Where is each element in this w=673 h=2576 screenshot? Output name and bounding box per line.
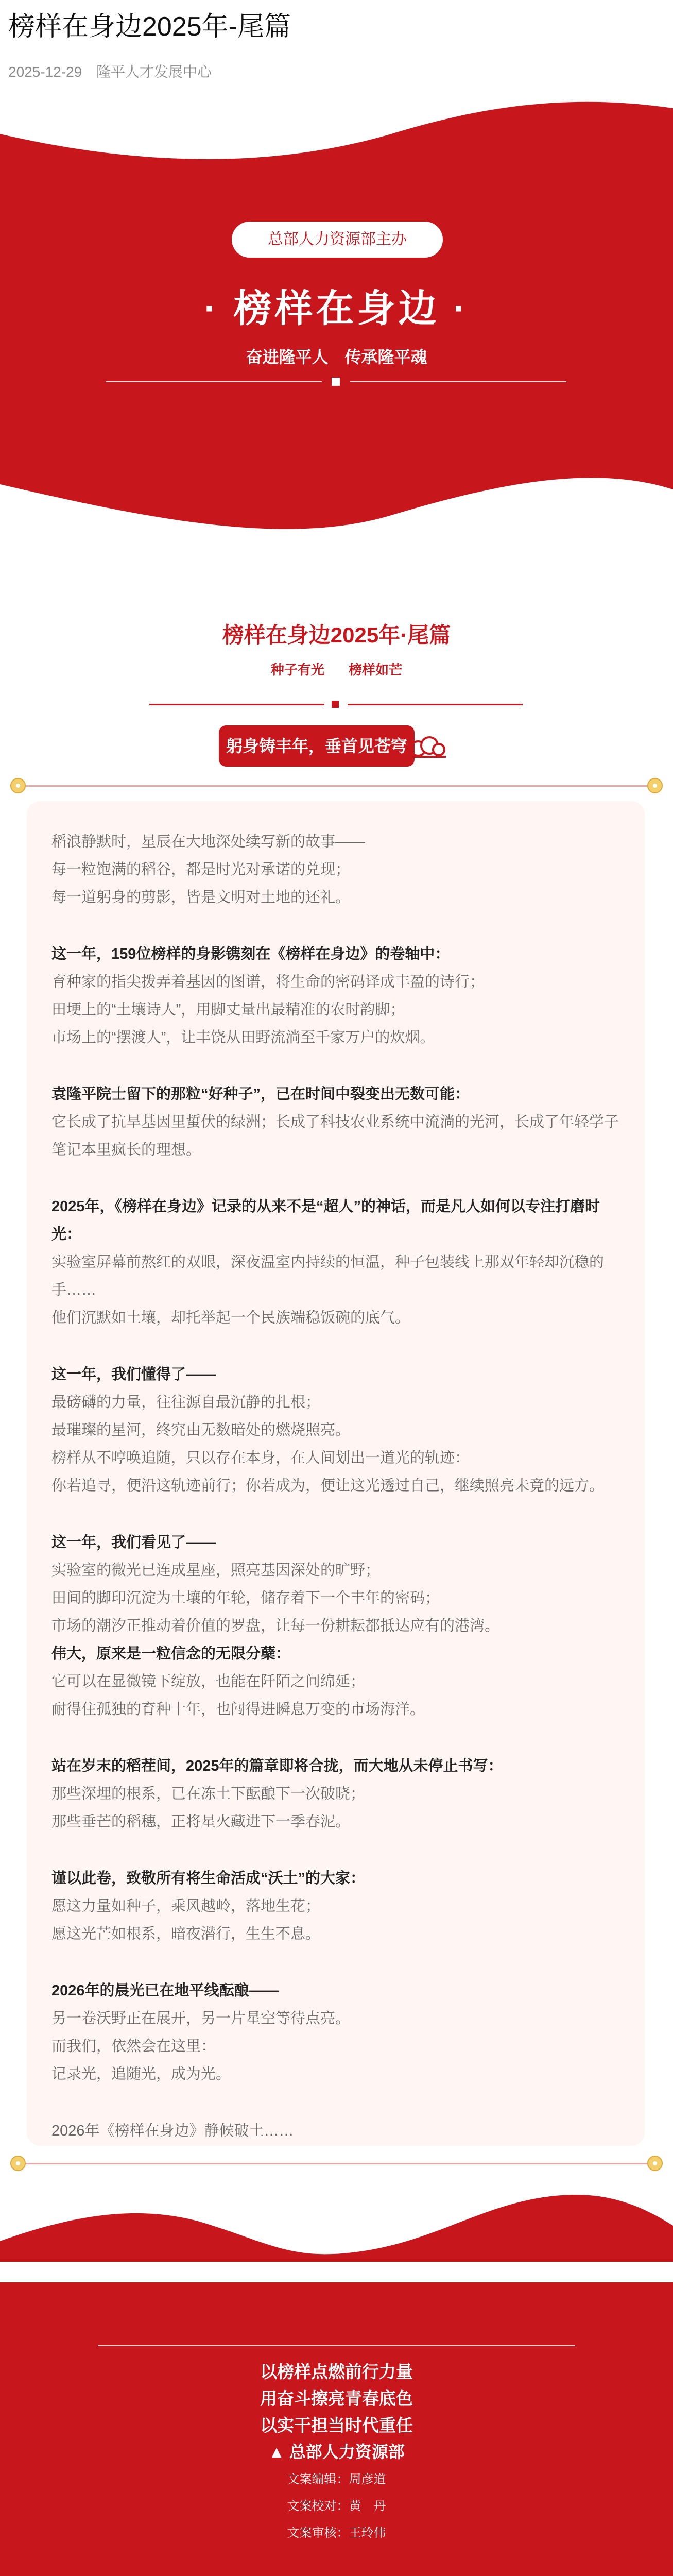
section-ribbon: 躬身铸丰年，垂首见苍穹	[219, 725, 415, 767]
footer-divider	[98, 2345, 575, 2346]
paragraph	[51, 1865, 620, 1948]
article-date: 2025-12-29	[8, 64, 82, 80]
paragraph	[51, 1977, 620, 2088]
paragraph-line: 最磅礴的力量，往往源自最沉静的扎根；	[51, 1394, 321, 1411]
section-tags: 种子有光 榜样如芒	[270, 662, 403, 677]
paragraph	[51, 1080, 620, 1164]
paragraph-line: 伟大，原来是一粒信念的无限分蘖：	[51, 1646, 291, 1662]
section-title: 榜样在身边2025年·尾篇	[222, 623, 451, 647]
banner-title: · 榜样在身边 ·	[204, 287, 469, 330]
frame-bottom-line	[21, 2163, 652, 2164]
paragraph-line: 田间的脚印沉淀为土壤的年轮，储存着下一个丰年的密码；	[51, 1590, 440, 1606]
cloud-ornament-icon	[407, 734, 448, 760]
section-divider-dot	[332, 701, 339, 708]
paragraph-line: 这一年，我们懂得了——	[51, 1366, 216, 1383]
paragraph-line: 田埂上的“土壤诗人”，用脚丈量出最精准的农时韵脚；	[51, 1002, 405, 1018]
article-header	[8, 5, 662, 81]
paragraph-line: 市场的潮汐正推动着价值的罗盘，让每一份耕耘都抵达应有的港湾。	[51, 1618, 500, 1634]
frame-corner-bottom-right	[647, 2156, 663, 2171]
banner-divider-left	[106, 381, 322, 382]
paragraph-line: 2026年《榜样在身边》静候破土……	[51, 2123, 294, 2139]
paragraph-line: 育种家的指尖拨弄着基因的图谱，将生命的密码译成丰盈的诗行；	[51, 974, 485, 990]
paragraph-line: 记录光，追随光，成为光。	[51, 2066, 231, 2082]
paragraph-line: 他们沉默如土壤，却托举起一个民族端稳饭碗的底气。	[51, 1310, 410, 1326]
paragraph-line: 这一年，我们看见了——	[51, 1534, 216, 1551]
footer	[0, 2179, 673, 2576]
frame-top-line	[21, 785, 652, 787]
paragraph	[51, 1193, 620, 1332]
credit-role: 文案审核：	[287, 2526, 349, 2540]
paragraph	[51, 2117, 620, 2145]
paragraph	[51, 1752, 620, 1836]
footer-line-1: 以榜样点燃前行力量	[260, 2362, 413, 2381]
frame-corner-top-right	[647, 778, 663, 793]
paragraph	[51, 940, 620, 1052]
paragraph-line: 耐得住孤独的育种十年，也闯得进瞬息万变的市场海洋。	[51, 1701, 425, 1718]
paragraph-line: 2025年，《榜样在身边》记录的从来不是“超人”的神话，而是凡人如何以专注打磨时光：	[51, 1198, 600, 1243]
paragraph-line: 实验室的微光已连成星座，照亮基因深处的旷野；	[51, 1562, 381, 1579]
paragraph-line: 你若追寻，便沿这轨迹前行；你若成为，便让这光透过自己，继续照亮未竟的远方。	[51, 1478, 605, 1494]
paragraph-line: 稻浪静默时，星辰在大地深处续写新的故事——	[51, 834, 366, 850]
paragraph-line: 每一道躬身的剪影，皆是文明对土地的还礼。	[51, 889, 351, 906]
credit-role: 文案编辑：	[287, 2472, 349, 2486]
credit-editor	[0, 2469, 673, 2487]
host-pill: 总部人力资源部主办	[232, 222, 443, 258]
paragraph-line: 市场上的“摆渡人”，让丰饶从田野流淌至千家万户的炊烟。	[51, 1029, 435, 1046]
paragraph	[51, 828, 620, 911]
credit-proofreader	[0, 2496, 673, 2514]
paragraph-line: 站在岁末的稻茬间，2025年的篇章即将合拢，而大地从未停止书写：	[51, 1758, 503, 1774]
paragraph-line: 这一年，159位榜样的身影镌刻在《榜样在身边》的卷轴中：	[51, 946, 450, 962]
credit-name: 王玲伟	[349, 2526, 386, 2540]
paragraph-line: 最璀璨的星河，终究由无数暗处的燃烧照亮。	[51, 1422, 351, 1438]
footer-line-2: 用奋斗擦亮青春底色	[260, 2389, 413, 2408]
paragraph	[51, 1529, 620, 1723]
credit-role: 文案校对：	[287, 2499, 349, 2513]
article-title: 榜样在身边2025年-尾篇	[8, 12, 291, 42]
paragraph-line: 那些垂芒的稻穗，正将星火藏进下一季春泥。	[51, 1814, 351, 1830]
section-divider-right	[348, 704, 523, 705]
credit-name: 黄 丹	[349, 2499, 386, 2513]
paragraph-line: 另一卷沃野正在展开，另一片星空等待点亮。	[51, 2010, 351, 2027]
content-box	[27, 801, 645, 2146]
credit-reviewer	[0, 2522, 673, 2540]
frame-corner-top-left	[10, 778, 26, 793]
banner-divider-right	[350, 381, 566, 382]
paragraph-line: 每一粒饱满的稻谷，都是时光对承诺的兑现；	[51, 861, 351, 878]
paragraph-line: 愿这光芒如根系，暗夜潜行，生生不息。	[51, 1926, 321, 1942]
paragraph-line: 它可以在显微镜下绽放，也能在阡陌之间绵延；	[51, 1673, 366, 1690]
frame-corner-bottom-left	[10, 2156, 26, 2171]
paragraph	[51, 1361, 620, 1500]
paragraph-line: 而我们，依然会在这里：	[51, 2038, 216, 2055]
paragraph-line: 它长成了抗旱基因里蜇伏的绿洲；长成了科技农业系统中流淌的光河，长成了年轻学子笔记本里疯长的理想。	[51, 1114, 619, 1158]
footer-line-3: 以实干担当时代重任	[260, 2416, 413, 2435]
credit-name: 周彦道	[349, 2472, 386, 2486]
article-meta	[8, 61, 662, 81]
paragraph-line: 2026年的晨光已在地平线酝酿——	[51, 1982, 279, 1999]
paragraph-line: 愿这力量如种子，乘风越岭，落地生花；	[51, 1898, 321, 1914]
article-source[interactable]: 隆平人才发展中心	[96, 64, 212, 80]
paragraph-line: 实验室屏幕前熬红的双眼，深夜温室内持续的恒温，种子包装线上那双年轻却沉稳的手……	[51, 1254, 605, 1298]
banner-divider-dot	[332, 378, 340, 386]
section-divider-left	[149, 704, 324, 705]
paragraph-line: 谨以此卷，致敬所有将生命活成“沃土”的大家：	[51, 1870, 366, 1887]
banner	[0, 93, 673, 546]
footer-org: ▲ 总部人力资源部	[268, 2443, 405, 2461]
paragraph-line: 袁隆平院士留下的那粒“好种子”，已在时间中裂变出无数可能：	[51, 1086, 470, 1103]
paragraph-line: 榜样从不哼唤追随，只以存在本身，在人间划出一道光的轨迹：	[51, 1450, 470, 1466]
banner-subtitle: 奋进隆平人 传承隆平魂	[246, 348, 427, 366]
paragraph-line: 那些深埋的根系，已在冻土下酝酿下一次破晓；	[51, 1786, 366, 1802]
